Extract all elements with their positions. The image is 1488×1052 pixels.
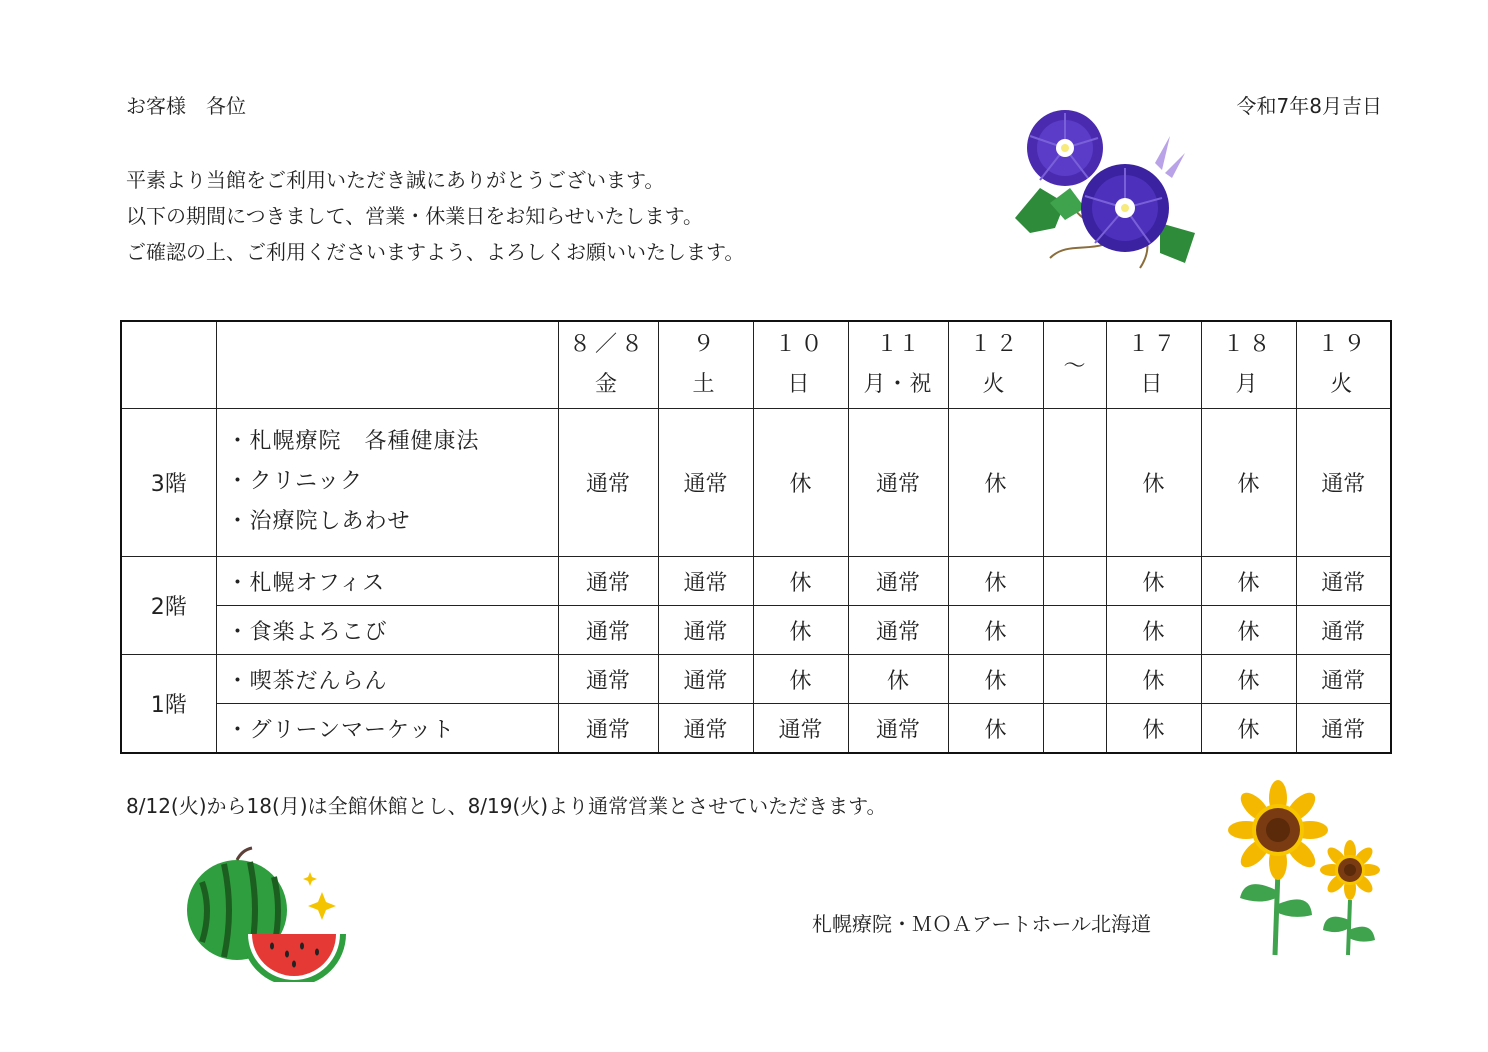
- table-row: [121, 408, 1391, 556]
- status-cell: 休: [753, 557, 848, 606]
- service-name: ・グリーンマーケット: [226, 717, 455, 743]
- status-cell: 休: [1201, 557, 1296, 606]
- status-cell: 通常: [1296, 408, 1391, 556]
- status-cell: 通常: [558, 655, 658, 704]
- header-cell-range: [1043, 321, 1106, 408]
- service-name: ・食楽よろこび: [226, 619, 388, 645]
- status-cell: 休: [1201, 655, 1296, 704]
- floor-label: 3階: [121, 408, 216, 556]
- status-cell: [1043, 408, 1106, 556]
- status-cell: 休: [1106, 655, 1201, 704]
- status-cell: 休: [753, 655, 848, 704]
- table-row: [121, 557, 1391, 606]
- header-cell: １０ 日: [753, 321, 848, 408]
- table-row: [121, 704, 1391, 753]
- signature: 札幌療院・ＭＯＡアートホール北海道: [812, 912, 1151, 936]
- table-row: [121, 606, 1391, 655]
- status-cell: [1043, 655, 1106, 704]
- service-cell: [216, 408, 558, 556]
- header-cell: ８／８ 金: [558, 321, 658, 408]
- service-cell: [216, 704, 558, 753]
- header-row: [121, 321, 1391, 408]
- floor-label: 1階: [121, 655, 216, 753]
- status-cell: 通常: [658, 557, 753, 606]
- status-cell: 休: [1201, 704, 1296, 753]
- status-cell: 通常: [658, 704, 753, 753]
- status-cell: 通常: [658, 408, 753, 556]
- issue-date: 令和7年8月吉日: [1236, 94, 1382, 118]
- status-cell: 休: [948, 704, 1043, 753]
- status-cell: 休: [848, 655, 948, 704]
- header-cell: １２ 火: [948, 321, 1043, 408]
- service-name: ・札幌療院 各種健康法: [226, 429, 480, 455]
- status-cell: 通常: [848, 408, 948, 556]
- header-cell: ９ 土: [658, 321, 753, 408]
- status-cell: 通常: [558, 606, 658, 655]
- sunflower-illustration: [1220, 780, 1390, 960]
- status-cell: [1043, 704, 1106, 753]
- status-cell: 休: [753, 408, 848, 556]
- status-cell: 通常: [1296, 557, 1391, 606]
- status-cell: 休: [1106, 408, 1201, 556]
- service-cell: [216, 557, 558, 606]
- greeting: お客様 各位: [126, 94, 246, 118]
- table-row: [121, 655, 1391, 704]
- service-name: ・喫茶だんらん: [226, 668, 388, 694]
- header-cell: １１ 月・祝: [848, 321, 948, 408]
- service-name: ・治療院しあわせ: [226, 509, 411, 535]
- status-cell: 休: [1106, 606, 1201, 655]
- status-cell: 休: [948, 557, 1043, 606]
- status-cell: 通常: [848, 704, 948, 753]
- range-tilde: ～: [1063, 354, 1086, 380]
- status-cell: 休: [1106, 704, 1201, 753]
- closure-note: 8/12(火)から18(月)は全館休館とし、8/19(火)より通常営業とさせていただきます。: [126, 794, 887, 818]
- floor-label: 2階: [121, 557, 216, 655]
- watermelon-illustration: [182, 842, 352, 982]
- body-line-2: 以下の期間につきまして、営業・休業日をお知らせいたします。: [126, 204, 703, 228]
- header-cell: １７ 日: [1106, 321, 1201, 408]
- status-cell: 通常: [1296, 606, 1391, 655]
- header-cell: １９ 火: [1296, 321, 1391, 408]
- status-cell: 休: [948, 606, 1043, 655]
- header-blank-floor: [121, 321, 216, 408]
- status-cell: 通常: [558, 557, 658, 606]
- header-cell: １８ 月: [1201, 321, 1296, 408]
- status-cell: 通常: [753, 704, 848, 753]
- status-cell: 休: [948, 655, 1043, 704]
- status-cell: 通常: [1296, 655, 1391, 704]
- status-cell: 通常: [558, 704, 658, 753]
- schedule-table: [120, 320, 1392, 754]
- morning-glory-illustration: [1010, 108, 1210, 273]
- header-blank-service: [216, 321, 558, 408]
- status-cell: 通常: [848, 606, 948, 655]
- body-line-1: 平素より当館をご利用いただき誠にありがとうございます。: [126, 168, 665, 192]
- status-cell: 通常: [558, 408, 658, 556]
- status-cell: 通常: [848, 557, 948, 606]
- status-cell: 通常: [658, 606, 753, 655]
- status-cell: 休: [948, 408, 1043, 556]
- status-cell: 休: [753, 606, 848, 655]
- status-cell: [1043, 606, 1106, 655]
- service-cell: [216, 655, 558, 704]
- body-line-3: ご確認の上、ご利用くださいますよう、よろしくお願いいたします。: [126, 240, 745, 264]
- status-cell: [1043, 557, 1106, 606]
- service-name: ・クリニック: [226, 469, 364, 495]
- status-cell: 休: [1201, 606, 1296, 655]
- status-cell: 休: [1106, 557, 1201, 606]
- status-cell: 通常: [1296, 704, 1391, 753]
- status-cell: 通常: [658, 655, 753, 704]
- service-name: ・札幌オフィス: [226, 570, 386, 596]
- service-cell: [216, 606, 558, 655]
- status-cell: 休: [1201, 408, 1296, 556]
